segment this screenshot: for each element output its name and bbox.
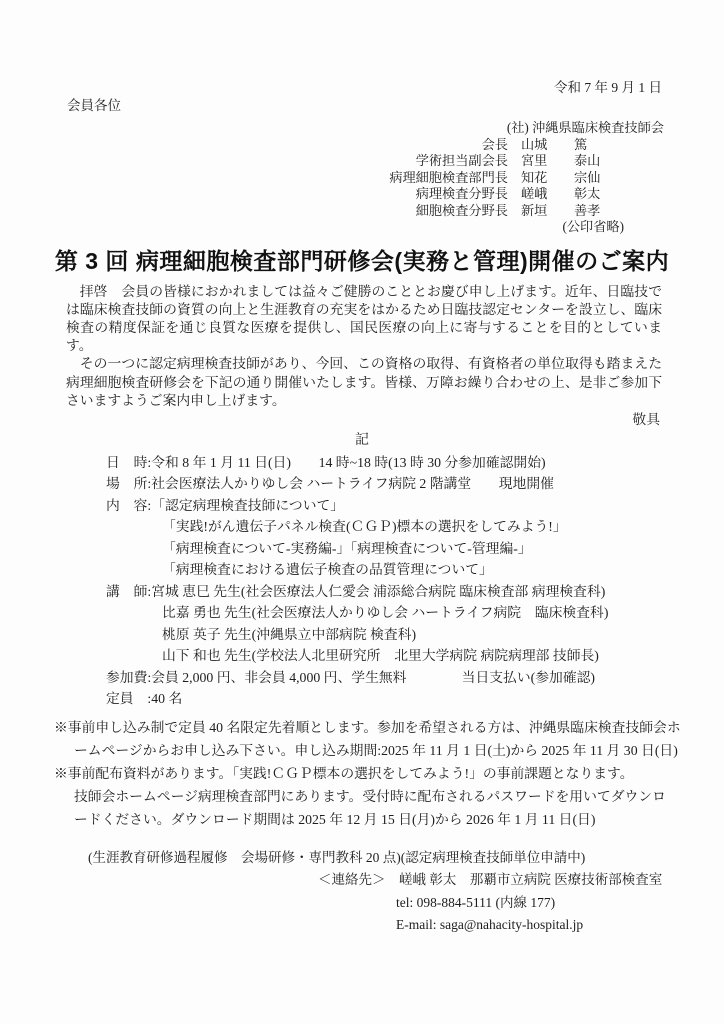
officer-given-name: 宗仙 [574,169,601,185]
recipient-line: 会員各位 [67,98,121,113]
seal-omitted-note: (公印省略) [562,219,624,234]
officer-surname: 新垣 [521,202,548,218]
officer-given-name: 善孝 [574,202,601,218]
record-line-place: 場 所:社会医療法人かりゆし会 ハートライフ病院 2 階講堂 現地開催 [106,476,554,492]
note-line: 技師会ホームページ病理検査部門にあります。受付時に配布されるパスワードを用いてダウンロ [74,788,666,804]
record-line-lecturer: 比嘉 勇也 先生(社会医療法人かりゆし会 ハートライフ病院 臨床検査科) [162,605,609,621]
record-line-lecturer: 桃原 英子 先生(沖縄県立中部病院 検査科) [162,626,417,642]
officer-title: 学術担当副会長 [415,153,508,168]
officer-title: 細胞検査分野長 [415,202,508,218]
officer-surname: 山城 [521,136,548,152]
officer-list [389,137,616,220]
officer-row [389,153,616,170]
officer-title: 病理検査分野長 [415,186,508,201]
record-line-capacity: 定員 :40 名 [106,691,183,707]
contact-tel-line: tel: 098-884-5111 (内線 177) [396,894,556,910]
officer-row [389,186,616,203]
record-line-fee: 参加費:会員 2,000 円、非会員 4,000 円、学生無料 当日支払い(参加確認) [106,669,596,685]
record-line-contents: 「実践!がん遺伝子パネル検査(ＣＧＰ)標本の選択をしてみよう!」 [162,519,567,535]
record-line-contents: 「病理検査における遺伝子検査の品質管理について」 [162,562,493,578]
note-line: ードください。ダウンロード期間は 2025 年 12 月 15 日(月)から 2026 年 1 月 11 日(日) [74,811,596,827]
note-line: ※事前申し込み制で定員 40 名限定先着順とします。参加を希望される方は、沖縄県臨床検査技師会ホ [54,719,681,735]
officer-surname: 嵯峨 [521,186,548,201]
contact-person-line: ＜連絡先＞ 嵯峨 彰太 那覇市立病院 医療技術部検査室 [318,872,663,888]
document-date: 令和 7 年 9 月 1 日 [554,80,662,95]
record-line-datetime: 日 時:令和 8 年 1 月 11 日(日) 14 時~18 時(13 時 30 分参加確認開始) [106,454,546,470]
contact-email-line: E-mail: saga@nahacity-hospital.jp [396,917,584,933]
officer-title: 会長 [481,136,508,152]
officer-given-name: 篤 [574,136,588,152]
credit-points-line: (生涯教育研修過程履修 会場研修・専門教科 20 点)(認定病理検査技師単位申請中) [88,849,586,865]
page-title: 第 3 回 病理細胞検査部門研修会(実務と管理)開催のご案内 [54,247,670,274]
body-paragraph-1: 拝啓 会員の皆様におかれましては益々ご健勝のこととお慶び申し上げます。近年、日臨技では臨床検査技師の資質の向上と生涯教育の充実をはかるため日臨技認定センターを設立し、臨床検査の精度保証を通じ良質な医療を提供し、国民医療の向上に寄与することを目的としています。 [66,283,662,354]
body-paragraph-2: その一つに認定病理検査技師があり、今回、この資格の取得、有資格者の単位取得も踏まえた病理細胞検査研修会を下記の通り開催いたします。皆様、万障お繰り合わせの上、是非ご参加下さいますようご案内申し上げます。 [66,356,662,408]
footer-section [0,847,724,937]
note-line: ームページからお申し込み下さい。申し込み期間:2025 年 11 月 1 日(土)から 2025 年 11 月 30 日(日) [74,742,678,758]
record-section [106,452,694,710]
officer-given-name: 彰太 [574,186,601,201]
note-line: ※事前配布資料があります。「実践!ＣＧＰ標本の選択をしてみよう!」の事前課題となります。 [54,765,634,781]
sender-block [0,120,724,236]
record-line-lecturer: 山下 和也 先生(学校法人北里研究所 北里大学病院 病院病理部 技師長) [162,648,599,664]
officer-surname: 知花 [521,169,548,185]
officer-row [389,170,616,187]
record-line-contents: 内 容:「認定病理検査技師について」 [106,497,345,513]
closing-word: 敬具 [632,411,660,427]
officer-row [389,203,616,220]
officer-title: 病理細胞検査部門長 [389,169,508,185]
notes-section [54,716,680,831]
body-text [66,283,662,410]
officer-row [389,137,616,154]
officer-surname: 宮里 [521,153,548,168]
record-line-lecturer: 講 師:宮城 恵巳 先生(社会医療法人仁愛会 浦添総合病院 臨床検査部 病理検査科) [106,583,606,599]
officer-given-name: 泰山 [574,153,601,168]
record-heading: 記 [355,432,369,448]
sender-organization: (社) 沖縄県臨床検査技師会 [506,120,664,135]
record-line-contents: 「病理検査について-実務編-」「病理検査について-管理編-」 [162,540,532,556]
